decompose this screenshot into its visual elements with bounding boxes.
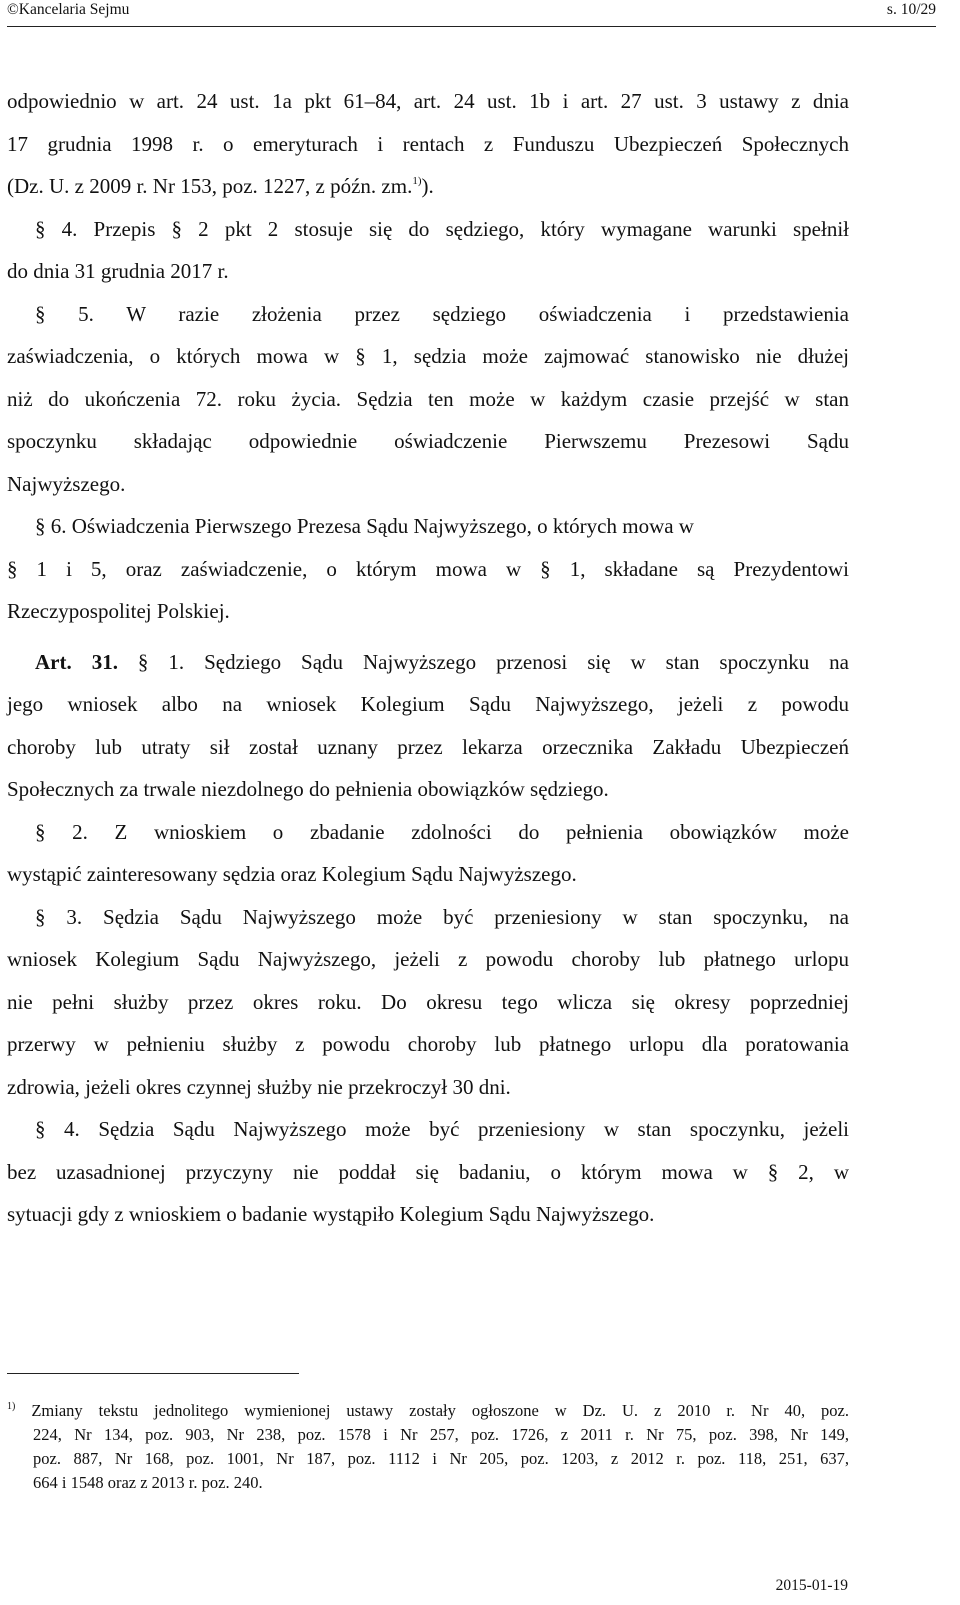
footnote-line: poz. 887, Nr 168, poz. 1001, Nr 187, poz. 1112 i Nr 205, poz. 1203, z 2012 r. poz. 118, 251, 637, <box>33 1449 849 1468</box>
article-31-heading: Art. 31. § 1. Sędziego Sądu Najwyższego przenosi się w stan spoczynku na <box>35 649 850 674</box>
text-line: zdrowia, jeżeli okres czynnej służby nie przekroczył 30 dni. <box>7 1074 511 1099</box>
text-line: odpowiednio w art. 24 ust. 1a pkt 61–84, art. 24 ust. 1b i art. 27 ust. 3 ustawy z dnia <box>7 89 849 113</box>
text-line: jego wniosek albo na wniosek Kolegium Sądu Najwyższego, jeżeli z powodu <box>7 692 849 716</box>
document-date: 2015-01-19 <box>775 1577 848 1594</box>
footnote-separator <box>7 1373 299 1374</box>
text-line: Najwyższego. <box>7 471 126 496</box>
text-line: spoczynku składając odpowiednie oświadczenie Pierwszemu Prezesowi Sądu <box>7 429 849 453</box>
text-line: Rzeczypospolitej Polskiej. <box>7 599 230 623</box>
text-line: nie pełni służby przez okres roku. Do okresu tego wlicza się okresy poprzedniej <box>7 989 849 1014</box>
paragraph-4b: § 4. Sędzia Sądu Najwyższego może być przeniesiony w stan spoczynku, jeżeli <box>35 1117 849 1141</box>
page-header <box>7 0 936 27</box>
text-line: 17 grudnia 1998 r. o emeryturach i rentach z Funduszu Ubezpieczeń Społecznych <box>7 131 849 156</box>
text-line: § 1 i 5, oraz zaświadczenie, o którym mowa w § 1, składane są Prezydentowi <box>7 556 849 581</box>
footnote-line: $^{1)}$ Zmiany tekstu jednolitego wymienionej ustawy zostały ogłoszone w Dz. U. z 2010 r. Nr 40, poz. <box>7 1401 850 1420</box>
text-line: wniosek Kolegium Sądu Najwyższego, jeżeli z powodu choroby lub płatnego urlopu <box>7 947 849 971</box>
footnote <box>7 1399 849 1495</box>
copyright-label: ©Kancelaria Sejmu <box>7 1 130 18</box>
text-line: niż do ukończenia 72. roku życia. Sędzia ten może w każdym czasie przejść w stan <box>7 386 849 411</box>
article-number: Art. 31. <box>35 649 118 674</box>
text-line: przerwy w pełnieniu służby z powodu choroby lub płatnego urlopu dla poratowania <box>7 1032 849 1056</box>
paragraph-6: § 6. Oświadczenia Pierwszego Prezesa Sądu Najwyższego, o których mowa w <box>35 514 694 538</box>
text-line: zaświadczenia, o których mowa w § 1, sędzia może zajmować stanowisko nie dłużej <box>7 344 849 368</box>
text-line: sytuacji gdy z wnioskiem o badanie wystąpiło Kolegium Sądu Najwyższego. <box>7 1202 655 1226</box>
paragraph-5: § 5. W razie złożenia przez sędziego oświadczenia i przedstawienia <box>35 301 849 326</box>
text-line: (Dz. U. z 2009 r. Nr 153, poz. 1227, z późn. zm.$^{1)}$). <box>7 174 434 198</box>
text-line: bez uzasadnionej przyczyny nie poddał się badaniu, o którym mowa w § 2, w <box>7 1159 849 1184</box>
text-line: choroby lub utraty sił został uznany przez lekarza orzecznika Zakładu Ubezpieczeń <box>7 734 849 759</box>
footnote-line: 224, Nr 134, poz. 903, Nr 238, poz. 1578 i Nr 257, poz. 1726, z 2011 r. Nr 75, poz. 398, Nr 149, <box>33 1425 849 1444</box>
text-line: do dnia 31 grudnia 2017 r. <box>7 259 229 283</box>
text-line: wystąpić zainteresowany sędzia oraz Kolegium Sądu Najwyższego. <box>7 862 577 886</box>
paragraph-4: § 4. Przepis § 2 pkt 2 stosuje się do sędziego, który wymagane warunki spełnił <box>35 216 849 241</box>
footnote-line: 664 i 1548 oraz z 2013 r. poz. 240. <box>33 1473 263 1492</box>
page-number: s. 10/29 <box>886 1 936 18</box>
footnote-marker: 1) <box>7 1401 16 1412</box>
text-line: Społecznych za trwale niezdolnego do pełnienia obowiązków sędziego. <box>7 777 609 801</box>
paragraph-3: § 3. Sędzia Sądu Najwyższego może być przeniesiony w stan spoczynku, na <box>35 904 849 929</box>
document-body <box>7 80 849 1236</box>
paragraph-2: § 2. Z wnioskiem o zbadanie zdolności do pełnienia obowiązków może <box>35 819 849 844</box>
footnote-ref[interactable]: 1) <box>412 175 422 187</box>
